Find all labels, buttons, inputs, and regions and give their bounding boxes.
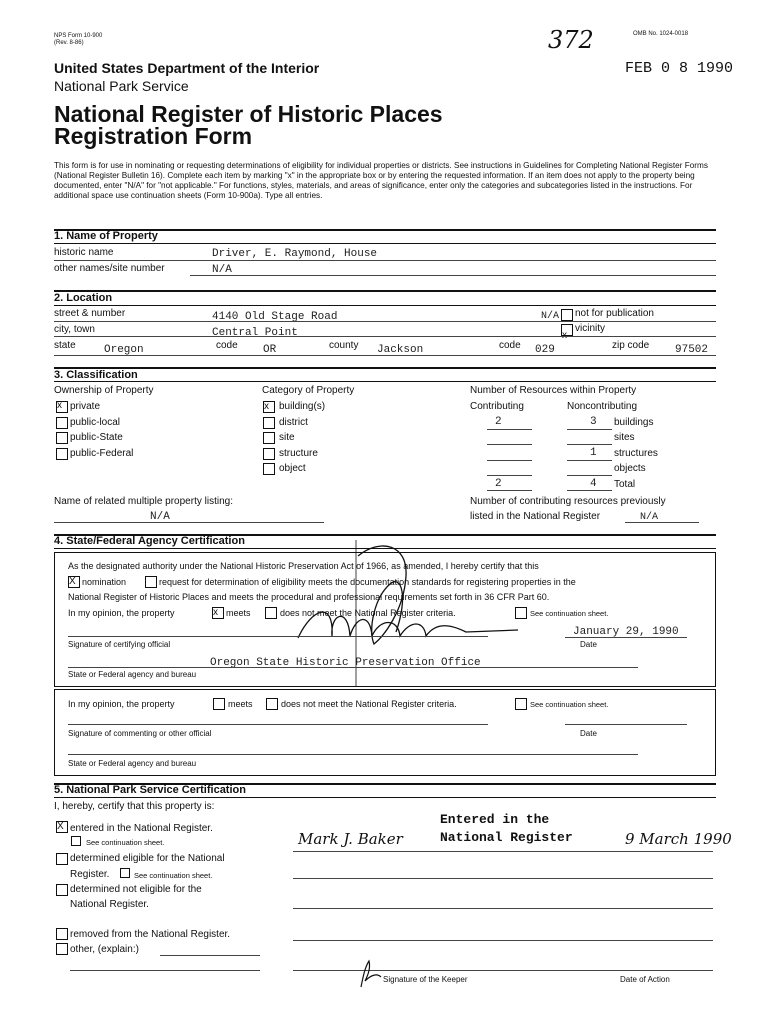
ownership-private-mark: x xyxy=(57,400,62,411)
resource-total-contributing[interactable]: 2 xyxy=(495,478,502,490)
category-heading: Category of Property xyxy=(262,385,355,396)
ownership-public-state-checkbox[interactable] xyxy=(56,432,68,444)
resource-total-noncontributing[interactable]: 4 xyxy=(590,478,597,490)
handwritten-number: 372 xyxy=(548,26,594,54)
other-names-value[interactable]: N/A xyxy=(212,264,232,276)
state-code-value[interactable]: OR xyxy=(263,344,277,356)
county-value[interactable]: Jackson xyxy=(377,344,424,356)
state-label: state xyxy=(54,340,76,351)
determined-eligible-label2: Register. xyxy=(70,869,110,880)
state-value[interactable]: Oregon xyxy=(104,344,144,356)
other-label: other, (explain:) xyxy=(70,944,139,955)
entered-stamp-line1: Entered in the xyxy=(440,812,550,827)
related-listing-label: Name of related multiple property listing: xyxy=(54,496,233,507)
category-site-checkbox[interactable] xyxy=(263,432,275,444)
category-site-label: site xyxy=(279,432,295,443)
opinion-prefix: In my opinion, the property xyxy=(68,608,175,618)
related-listing-value[interactable]: N/A xyxy=(150,511,170,523)
entered-check-mark: X xyxy=(57,821,64,832)
keeper-initials xyxy=(355,955,385,990)
category-district-label: district xyxy=(279,417,308,428)
entered-stamp-line2: National Register xyxy=(440,830,573,845)
form-revision: (Rev. 8-86) xyxy=(54,40,84,46)
cert-line3: National Register of Historic Places and meets the procedural and professional requirements set forth in 36 CFR Part 60. xyxy=(68,592,550,602)
action-date-value[interactable]: 9 March 1990 xyxy=(625,830,732,848)
eligibility-request-checkbox[interactable] xyxy=(145,576,157,588)
not-for-publication-checkbox[interactable] xyxy=(561,309,573,321)
vicinity-check-mark: x xyxy=(562,330,567,341)
cert-line2-rest: request for determination of eligibility meets the documentation standards for registering properties in the xyxy=(159,577,576,587)
see-continuation-label: See continuation sheet. xyxy=(530,609,609,618)
category-structure-label: structure xyxy=(279,448,318,459)
not-for-publication-label: not for publication xyxy=(575,308,654,319)
determined-not-eligible-label1: determined not eligible for the xyxy=(70,884,202,895)
certify-statement: I, hereby, certify that this property is: xyxy=(54,801,215,812)
section4-heading: 4. State/Federal Agency Certification xyxy=(54,535,245,547)
form-title-line1: National Register of Historic Places xyxy=(54,101,443,127)
category-building-mark: x xyxy=(264,401,269,412)
date-of-action-label: Date of Action xyxy=(620,975,670,984)
ownership-public-local-checkbox[interactable] xyxy=(56,417,68,429)
opinion2-see-continuation-label: See continuation sheet. xyxy=(530,700,609,709)
commenting-date-label: Date xyxy=(580,729,597,738)
ownership-public-federal-checkbox[interactable] xyxy=(56,448,68,460)
county-code-value[interactable]: 029 xyxy=(535,344,555,356)
previously-listed-line1: Number of contributing resources previously xyxy=(470,496,666,507)
ownership-heading: Ownership of Property xyxy=(54,385,154,396)
certification-date-label: Date xyxy=(580,640,597,649)
opinion2-does-not-label: does not meet the National Register criteria. xyxy=(281,699,457,709)
zip-code-label: zip code xyxy=(612,340,650,351)
category-structure-checkbox[interactable] xyxy=(263,448,275,460)
resource-structures-noncontributing[interactable]: 1 xyxy=(590,447,597,459)
determined-eligible-label1: determined eligible for the National xyxy=(70,853,225,864)
resource-sites-label: sites xyxy=(614,432,635,443)
vicinity-label: vicinity xyxy=(575,323,606,334)
resources-heading: Number of Resources within Property xyxy=(470,385,637,396)
street-value[interactable]: 4140 Old Stage Road xyxy=(212,311,338,323)
section2-heading: 2. Location xyxy=(54,292,113,304)
ownership-private-label: private xyxy=(70,401,101,412)
contributing-label: Contributing xyxy=(470,401,524,412)
opinion2-see-continuation-checkbox[interactable] xyxy=(515,698,527,710)
eligible-see-continuation-label: See continuation sheet. xyxy=(134,871,213,880)
street-label: street & number xyxy=(54,308,126,319)
department-name: United States Department of the Interior xyxy=(54,60,320,76)
other-checkbox[interactable] xyxy=(56,943,68,955)
certification-date-value[interactable]: January 29, 1990 xyxy=(573,626,679,638)
opinion2-meets-label: meets xyxy=(228,699,253,709)
removed-checkbox[interactable] xyxy=(56,928,68,940)
resource-buildings-noncontributing[interactable]: 3 xyxy=(590,416,597,428)
entered-see-continuation-label: See continuation sheet. xyxy=(86,838,165,847)
keeper-signature-label: Signature of the Keeper xyxy=(383,975,468,984)
does-not-meet-label: does not meet the National Register criteria. xyxy=(280,608,456,618)
eligible-see-continuation-checkbox[interactable] xyxy=(120,868,130,878)
received-stamp: FEB 0 8 1990 xyxy=(625,60,734,77)
resource-buildings-label: buildings xyxy=(614,417,654,428)
section1-heading: 1. Name of Property xyxy=(54,230,158,242)
form-title-line2: Registration Form xyxy=(54,123,253,149)
ownership-public-state-label: public-State xyxy=(70,432,123,443)
commenting-official-label: Signature of commenting or other official xyxy=(68,729,212,738)
category-building-label: building(s) xyxy=(279,401,326,412)
other-names-label: other names/site number xyxy=(54,263,165,274)
determined-not-eligible-checkbox[interactable] xyxy=(56,884,68,896)
city-label: city, town xyxy=(54,324,95,335)
county-code-label: code xyxy=(499,340,521,351)
section3-heading: 3. Classification xyxy=(54,369,138,381)
category-object-label: object xyxy=(279,463,306,474)
cert-line1: As the designated authority under the National Historic Preservation Act of 1966, as amended, I hereby certify that this xyxy=(68,561,539,571)
service-name: National Park Service xyxy=(54,78,189,94)
does-not-meet-checkbox[interactable] xyxy=(265,607,277,619)
zip-code-value[interactable]: 97502 xyxy=(675,344,709,356)
county-label: county xyxy=(329,340,359,351)
previously-listed-value[interactable]: N/A xyxy=(640,512,659,523)
signature-official-label: Signature of certifying official xyxy=(68,640,171,649)
meets-check-mark: x xyxy=(213,607,218,618)
entered-see-continuation-checkbox[interactable] xyxy=(71,836,81,846)
state-agency-label: State or Federal agency and bureau xyxy=(68,670,197,679)
opinion2-prefix: In my opinion, the property xyxy=(68,699,175,709)
historic-name-label: historic name xyxy=(54,247,114,258)
determined-eligible-checkbox[interactable] xyxy=(56,853,68,865)
resource-total-label: Total xyxy=(614,479,636,490)
agency2-label: State or Federal agency and bureau xyxy=(68,759,197,768)
previously-listed-line2: listed in the National Register xyxy=(470,511,601,522)
ownership-public-federal-label: public-Federal xyxy=(70,448,134,459)
omb-number: OMB No. 1024-0018 xyxy=(633,31,689,37)
resource-structures-label: structures xyxy=(614,448,658,459)
city-value[interactable]: Central Point xyxy=(212,327,298,339)
opinion2-meets-checkbox[interactable] xyxy=(213,698,225,710)
removed-label: removed from the National Register. xyxy=(70,929,231,940)
resource-objects-label: objects xyxy=(614,463,646,474)
not-for-publication-na: N/A xyxy=(541,311,560,322)
determined-not-eligible-label2: National Register. xyxy=(70,899,149,910)
category-district-checkbox[interactable] xyxy=(263,417,275,429)
nomination-label: nomination xyxy=(82,577,127,587)
section5-heading: 5. National Park Service Certification xyxy=(54,784,246,796)
nomination-check-mark: X xyxy=(69,576,76,587)
opinion2-does-not-checkbox[interactable] xyxy=(266,698,278,710)
form-number: NPS Form 10-900 xyxy=(54,33,103,39)
noncontributing-label: Noncontributing xyxy=(567,401,638,412)
resource-buildings-contributing[interactable]: 2 xyxy=(495,416,502,428)
state-code-label: code xyxy=(216,340,238,351)
keeper-signature: Mark J. Baker xyxy=(298,830,403,848)
entered-label: entered in the National Register. xyxy=(70,823,213,834)
ownership-public-local-label: public-local xyxy=(70,417,121,428)
historic-name-value[interactable]: Driver, E. Raymond, House xyxy=(212,248,378,260)
instructions-paragraph: This form is for use in nominating or requesting determinations of eligibility for individual properties or districts. See instructions in Guidelines for Completing National Register Forms (National Register Bulletin 16). Complete each item by marking "x" in the appropriate box or by entering the requested information. If an item does not apply to the property being documented, enter "N/A" for "not applicable." For functions, styles, materials, and areas of significance, enter only the categories and subcategories listed in the instructions. For additional space use continuation sheets (Form 10-900a). Type all entries. xyxy=(54,161,708,200)
state-agency-value[interactable]: Oregon State Historic Preservation Office xyxy=(210,657,481,669)
meets-label: meets xyxy=(226,608,251,618)
category-object-checkbox[interactable] xyxy=(263,463,275,475)
